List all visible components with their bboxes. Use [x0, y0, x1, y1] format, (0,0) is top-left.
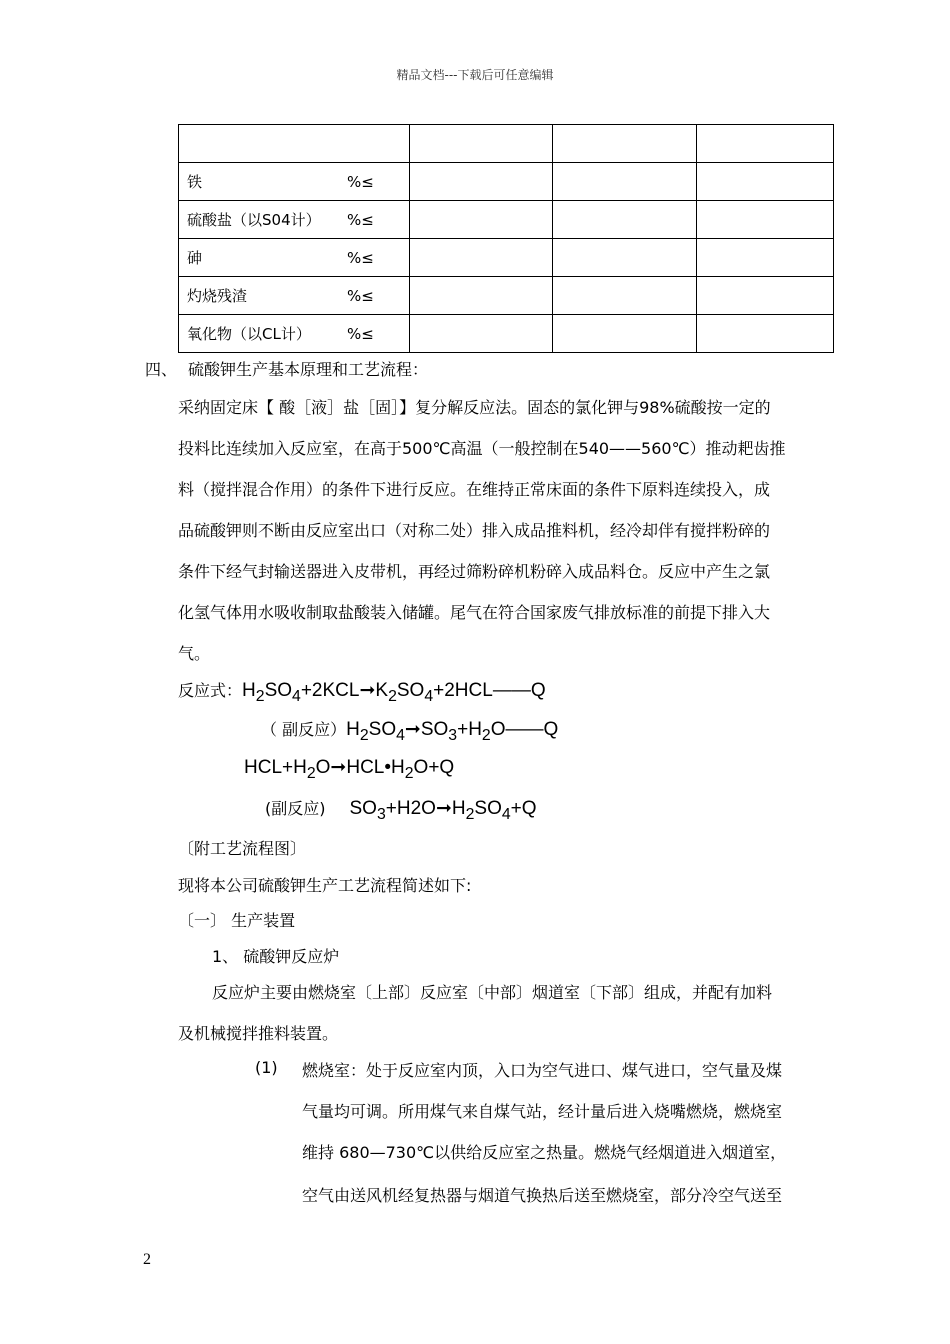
item-name: 灼烧残渣	[187, 287, 248, 305]
table-cell-value	[553, 163, 697, 201]
item-name: 铁	[187, 173, 203, 191]
reaction-main	[178, 678, 546, 706]
item-heading: 1、 硫酸钾反应炉	[212, 947, 340, 966]
table-cell-value	[697, 201, 834, 239]
side-reaction-label-2: (副反应)	[265, 799, 326, 818]
table-cell-value	[697, 315, 834, 353]
item-name: 硫酸盐（以S04计）	[187, 211, 321, 229]
spec-table	[178, 124, 834, 353]
section-number: 四、	[145, 360, 178, 379]
reaction-formula-2: $H_2SO_4➞SO_3+H_2O——Q$	[346, 719, 559, 744]
item-unit: %≤	[347, 173, 374, 191]
arrow-icon: ➞	[404, 719, 421, 740]
body-line-5: 条件下经气封输送器进入皮带机，再经过筛粉碎机粉碎入成品料仓。反应中产生之氯	[178, 562, 771, 581]
arrow-icon: ➞	[435, 798, 452, 819]
page-header: 精品文档---下载后可任意编辑	[396, 68, 554, 82]
body-line-6: 化氢气体用水吸收制取盐酸装入储罐。尾气在符合国家废气排放标准的前提下排入大	[178, 603, 771, 622]
table-cell-value	[697, 277, 834, 315]
item-unit: %≤	[347, 249, 374, 267]
burn-line-1: 燃烧室：处于反应室内顶，入口为空气进口、煤气进口，空气量及煤	[302, 1061, 783, 1080]
table-cell-value	[410, 163, 553, 201]
table-cell-value	[553, 277, 697, 315]
table-row	[179, 239, 834, 277]
body-line-4: 品硫酸钾则不断由反应室出口（对称二处）排入成品推料机，经冷却伴有搅拌粉碎的	[178, 521, 771, 540]
table-cell-value	[553, 201, 697, 239]
body-line-1: 采纳固定床【 酸［液］盐［固］】复分解反应法。固态的氯化钾与98%硫酸按一定的	[178, 398, 771, 417]
reaction-side-2	[265, 796, 537, 824]
reaction-formula-1: $H_2SO_4+2KCL➞K_2SO_4+2HCL——Q$	[242, 680, 546, 705]
item-name: 砷	[187, 249, 203, 267]
table-row	[179, 201, 834, 239]
table-cell-item	[179, 125, 410, 163]
reaction-formula-4: $SO_3+H2O➞H_2SO_4+Q$	[349, 798, 537, 823]
burn-line-4: 空气由送风机经复热器与烟道气换热后送至燃烧室，部分冷空气送至	[302, 1186, 783, 1205]
item-name: 氧化物（以CL计）	[187, 325, 311, 343]
table-cell-item	[179, 201, 410, 239]
table-cell-value	[410, 125, 553, 163]
flow-attach: 〔附工艺流程图〕	[178, 839, 307, 858]
table-cell-value	[697, 125, 834, 163]
table-cell-item	[179, 239, 410, 277]
burn-line-3: 维持 680—730℃以供给反应室之热量。燃烧气经烟道进入烟道室，	[302, 1143, 787, 1162]
subsection-heading: 〔一〕 生产装置	[178, 911, 296, 930]
table-row	[179, 125, 834, 163]
table-cell-value	[697, 163, 834, 201]
flow-intro: 现将本公司硫酸钾生产工艺流程简述如下:	[178, 876, 472, 895]
table-cell-value	[410, 201, 553, 239]
table-cell-item	[179, 315, 410, 353]
table-row	[179, 277, 834, 315]
section-title: 硫酸钾生产基本原理和工艺流程：	[188, 360, 429, 379]
burn-number: (1)	[255, 1058, 278, 1077]
burn-line-2: 气量均可调。所用煤气来自煤气站，经计量后进入烧嘴燃烧，燃烧室	[302, 1102, 783, 1121]
body-line-2: 投料比连续加入反应室，在高于500℃高温（一般控制在540——560℃）推动耙齿推	[178, 439, 786, 458]
arrow-icon: ➞	[330, 757, 347, 778]
table-cell-item	[179, 163, 410, 201]
table-cell-value	[410, 315, 553, 353]
table-cell-item	[179, 277, 410, 315]
furnace-line-2: 及机械搅拌推料装置。	[178, 1024, 339, 1043]
table-row	[179, 315, 834, 353]
arrow-icon: ➞	[359, 680, 376, 701]
table-cell-value	[553, 239, 697, 277]
table-cell-value	[410, 239, 553, 277]
table-cell-value	[410, 277, 553, 315]
item-unit: %≤	[347, 211, 374, 229]
table-cell-value	[553, 315, 697, 353]
body-line-7: 气。	[178, 644, 211, 663]
item-unit: %≤	[347, 287, 374, 305]
page-number: 2	[143, 1251, 151, 1268]
side-reaction-label-1: （ 副反应）	[261, 720, 347, 739]
reaction-side-1	[261, 717, 558, 745]
table-row	[179, 163, 834, 201]
furnace-line-1: 反应炉主要由燃烧室〔上部〕反应室〔中部〕烟道室〔下部〕组成，并配有加料	[212, 983, 773, 1002]
body-line-3: 料（搅拌混合作用）的条件下进行反应。在维持正常床面的条件下原料连续投入，成	[178, 480, 771, 499]
table-cell-value	[553, 125, 697, 163]
table-cell-value	[697, 239, 834, 277]
reaction-label: 反应式：	[178, 681, 243, 700]
item-unit: %≤	[347, 325, 374, 343]
reaction-formula-3: $HCL+H_2O➞HCL•H_2O+Q$	[244, 757, 455, 782]
